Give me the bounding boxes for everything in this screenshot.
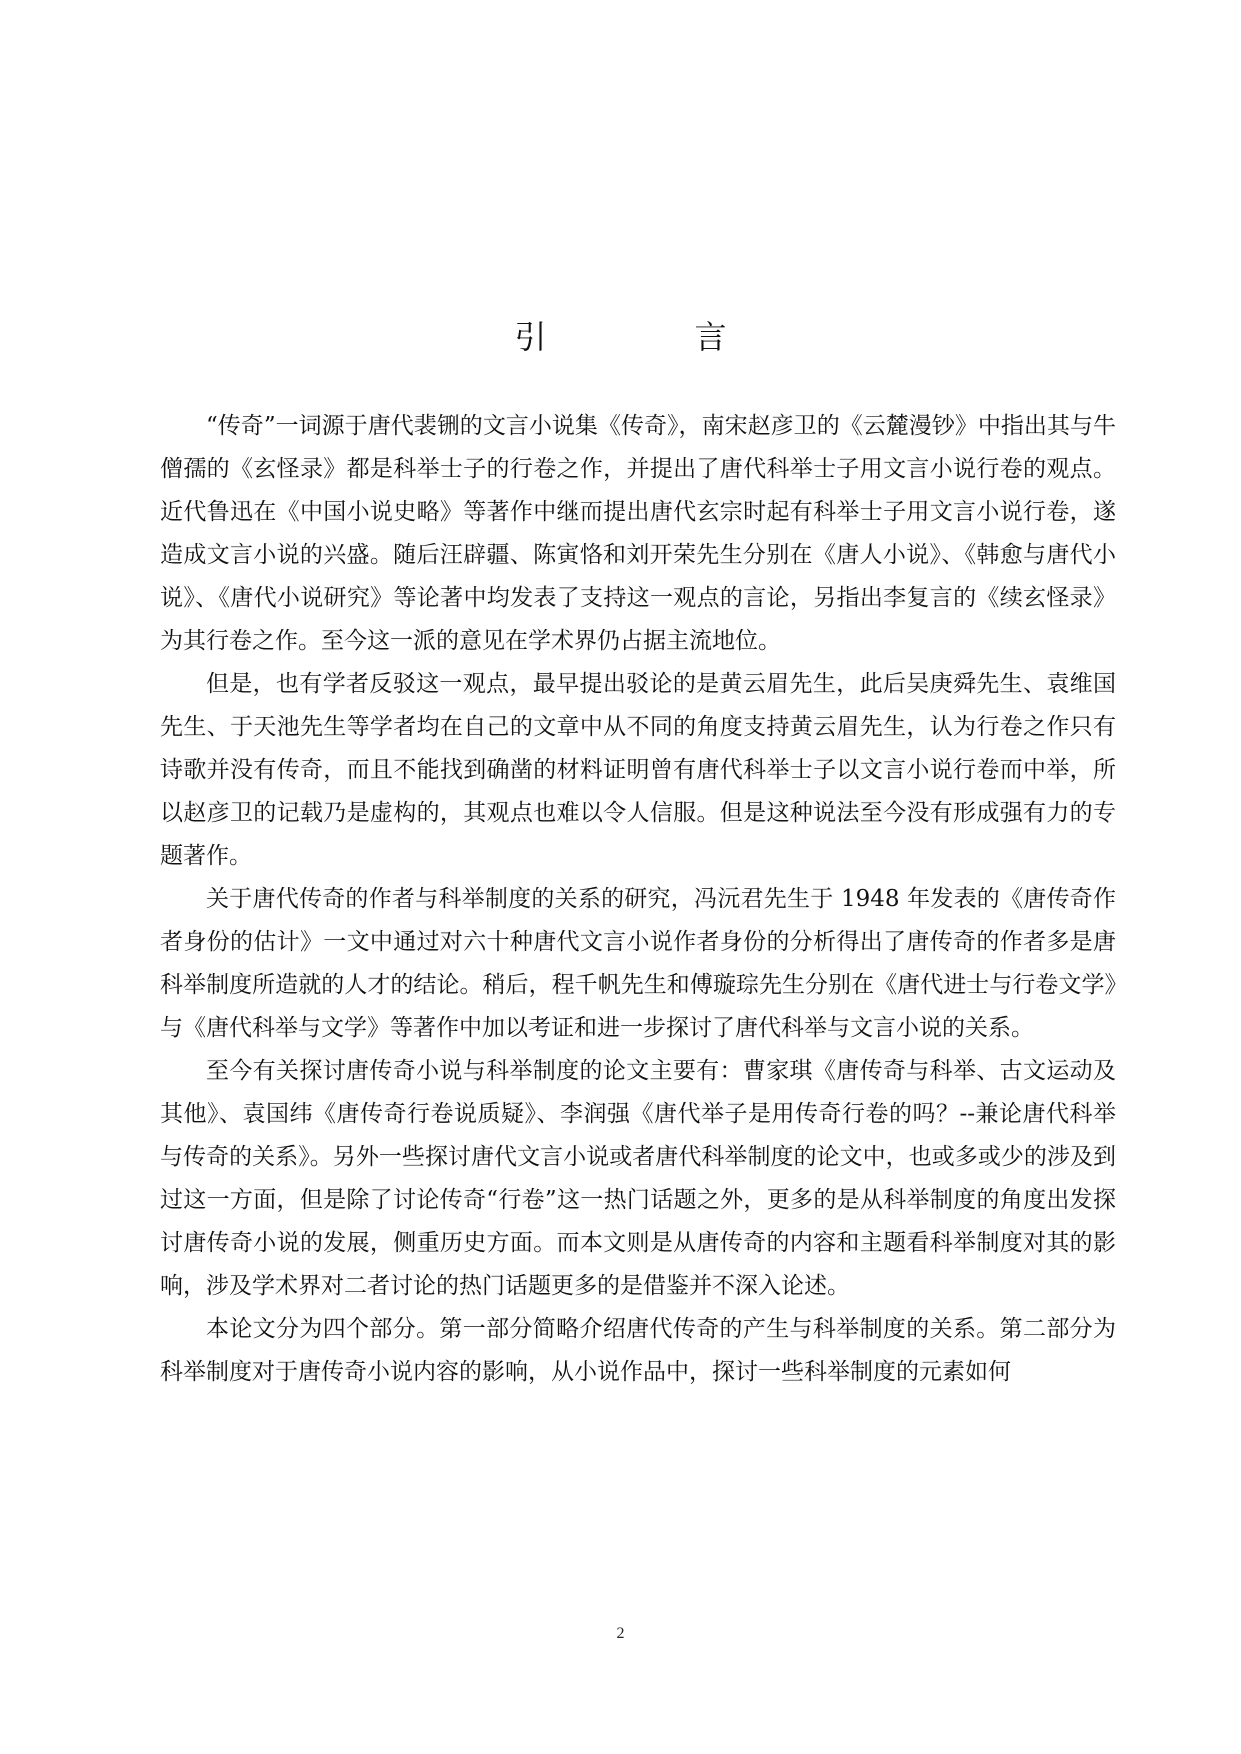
paragraph-2: 但是，也有学者反驳这一观点，最早提出驳论的是黄云眉先生，此后吴庚舜先生、袁维国先生、于天池先生等学者均在自己的文章中从不同的角度支持黄云眉先生，认为行卷之作只有诗歌并没有传奇，而且不能找到确凿的材料证明曾有唐代科举士子以文言小说行卷而中举，所以赵彦卫的记载乃是虚构的，其观点也难以令人信服。但是这种说法至今没有形成强有力的专题著作。 <box>160 671 1116 869</box>
body-text <box>160 405 1116 1394</box>
paragraph-1: “传奇”一词源于唐代裴铏的文言小说集《传奇》，南宋赵彦卫的《云麓漫钞》中指出其与牛僧孺的《玄怪录》都是科举士子的行卷之作，并提出了唐代科举士子用文言小说行卷的观点。近代鲁迅在《中国小说史略》等著作中继而提出唐代玄宗时起有科举士子用文言小说行卷，遂造成文言小说的兴盛。随后汪辟疆、陈寅恪和刘开荣先生分别在《唐人小说》、《韩愈与唐代小说》、《唐代小说研究》等论著中均发表了支持这一观点的言论，另指出李复言的《续玄怪录》为其行卷之作。至今这一派的意见在学术界仍占据主流地位。 <box>160 413 1116 654</box>
paragraph-4: 至今有关探讨唐传奇小说与科举制度的论文主要有：曹家琪《唐传奇与科举、古文运动及其他》、袁国纬《唐传奇行卷说质疑》、李润强《唐代举子是用传奇行卷的吗？--兼论唐代科举与传奇的关系》。另外一些探讨唐代文言小说或者唐代科举制度的论文中，也或多或少的涉及到过这一方面，但是除了讨论传奇“行卷”这一热门话题之外，更多的是从科举制度的角度出发探讨唐传奇小说的发展，侧重历史方面。而本文则是从唐传奇的内容和主题看科举制度对其的影响，涉及学术界对二者讨论的热门话题更多的是借鉴并不深入论述。 <box>160 1058 1116 1299</box>
paragraph-5: 本论文分为四个部分。第一部分简略介绍唐代传奇的产生与科举制度的关系。第二部分为科举制度对于唐传奇小说内容的影响，从小说作品中，探讨一些科举制度的元素如何 <box>160 1316 1116 1385</box>
section-title: 引 言 <box>514 318 785 356</box>
page-number: 2 <box>616 1625 625 1642</box>
paragraph-3: 关于唐代传奇的作者与科举制度的关系的研究，冯沅君先生于 1948 年发表的《唐传奇作者身份的估计》一文中通过对六十种唐代文言小说作者身份的分析得出了唐传奇的作者多是唐科举制度所造就的人才的结论。稍后，程千帆先生和傅璇琮先生分别在《唐代进士与行卷文学》与《唐代科举与文学》等著作中加以考证和进一步探讨了唐代科举与文言小说的关系。 <box>160 886 1116 1041</box>
